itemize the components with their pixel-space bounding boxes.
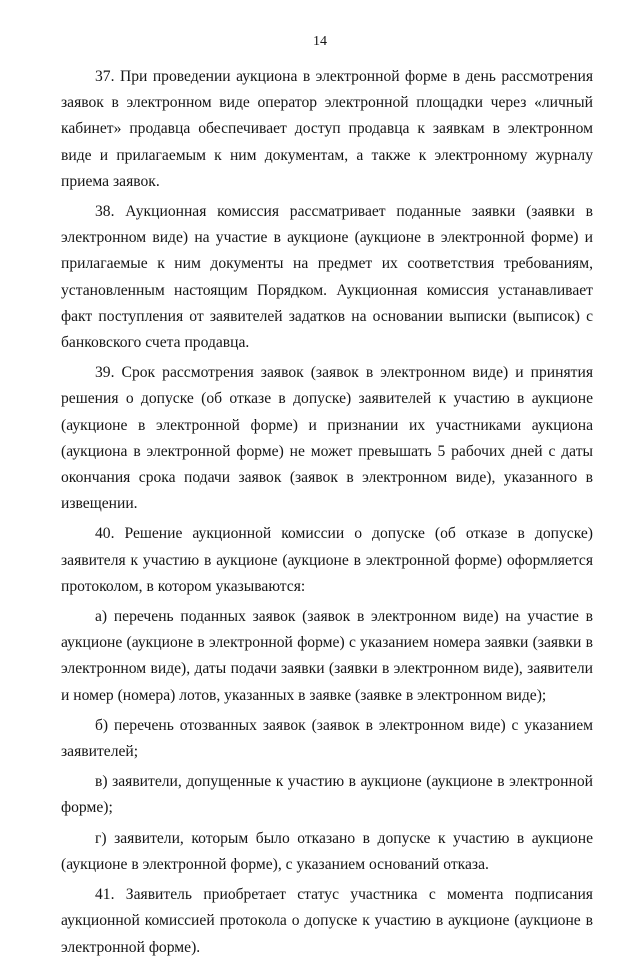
document-body bbox=[61, 64, 593, 961]
paragraph-38: 38. Аукционная комиссия рассматривает поданные заявки (заявки в электронном виде) на участие в аукционе (аукционе в электронной форме) и прилагаемые к ним документы на предмет их соответствия требованиям, установленным настоящим Порядком. Аукционная комиссия устанавливает факт поступления от заявителей задатков на основании выписки (выписок) с банковского счета продавца. bbox=[61, 203, 593, 352]
page-number: 14 bbox=[313, 34, 327, 49]
paragraph-40-item-b: б) перечень отозванных заявок (заявок в электронном виде) с указанием заявителей; bbox=[61, 716, 593, 761]
paragraph-40-item-v: в) заявители, допущенные к участию в аукционе (аукционе в электронной форме); bbox=[61, 773, 593, 817]
paragraph-41: 41. Заявитель приобретает статус участника с момента подписания аукционной комиссией протокола о допуске к участию в аукционе (аукционе в электронной форме). bbox=[61, 886, 593, 956]
paragraph-37: 37. При проведении аукциона в электронной форме в день рассмотрения заявок в электронном виде оператор электронной площадки через «личный кабинет» продавца обеспечивает доступ продавца к заявкам в электронном виде и прилагаемым к ним документам, а также к электронному журналу приема заявок. bbox=[61, 68, 593, 190]
paragraph-40-item-a: а) перечень поданных заявок (заявок в электронном виде) на участие в аукционе (аукционе в электронной форме) с указанием номера заявки (заявки в электронном виде), даты подачи заявки (заявки в электронном виде), заявители и номер (номера) лотов, указанных в заявке (заявке в электронном виде); bbox=[61, 608, 593, 704]
paragraph-40: 40. Решение аукционной комиссии о допуске (об отказе в допуске) заявителя к участию в аукционе (аукционе в электронной форме) оформляется протоколом, в котором указываются: bbox=[61, 525, 593, 595]
paragraph-40-item-g: г) заявители, которым было отказано в допуске к участию в аукционе (аукционе в электронной форме), с указанием оснований отказа. bbox=[61, 829, 593, 873]
paragraph-39: 39. Срок рассмотрения заявок (заявок в электронном виде) и принятия решения о допуске (об отказе в допуске) заявителей к участию в аукционе (аукционе в электронной форме) и признании их участниками аукциона (аукциона в электронной форме) не может превышать 5 рабочих дней с даты окончания срока подачи заявок (заявок в электронном виде), указанного в извещении. bbox=[61, 364, 593, 513]
